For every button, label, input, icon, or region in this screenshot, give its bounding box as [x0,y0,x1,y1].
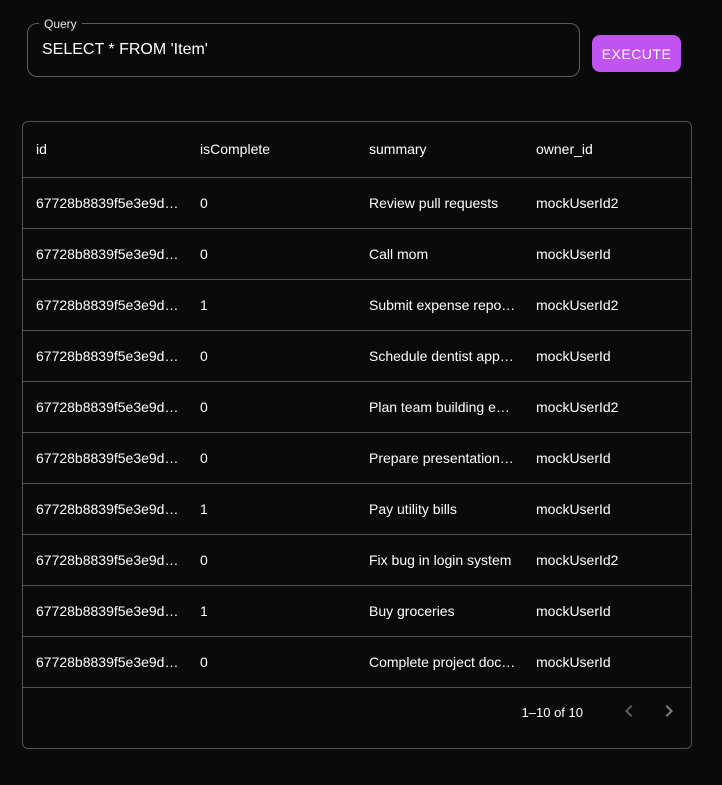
cell-id: 67728b8839f5e3e9d… [23,177,187,228]
column-header-summary: summary [356,122,523,177]
table-row [23,636,691,687]
cell-iscomplete: 0 [187,228,356,279]
table-row [23,330,691,381]
cell-iscomplete: 0 [187,534,356,585]
cell-iscomplete: 0 [187,177,356,228]
query-field [27,17,580,77]
table-row [23,483,691,534]
cell-id: 67728b8839f5e3e9d… [23,636,187,687]
table-row [23,279,691,330]
cell-id: 67728b8839f5e3e9d… [23,381,187,432]
results-table-card [22,121,692,749]
cell-owner-id: mockUserId [523,432,691,483]
execute-button[interactable]: EXECUTE [592,35,681,72]
pagination-range: 1–10 of 10 [521,705,583,720]
table-row [23,432,691,483]
cell-summary: Buy groceries [356,585,523,636]
cell-summary: Schedule dentist app… [356,330,523,381]
cell-summary: Prepare presentation… [356,432,523,483]
cell-owner-id: mockUserId2 [523,279,691,330]
cell-summary: Review pull requests [356,177,523,228]
results-table [23,122,691,688]
chevron-right-icon [657,699,681,726]
cell-owner-id: mockUserId2 [523,381,691,432]
header-row [23,122,691,177]
cell-summary: Fix bug in login system [356,534,523,585]
next-page-button[interactable] [649,693,689,733]
cell-summary: Call mom [356,228,523,279]
cell-owner-id: mockUserId [523,636,691,687]
cell-id: 67728b8839f5e3e9d… [23,330,187,381]
cell-iscomplete: 1 [187,279,356,330]
table-row [23,177,691,228]
chevron-left-icon [617,699,641,726]
cell-iscomplete: 1 [187,483,356,534]
table-header [23,122,691,177]
column-header-iscomplete: isComplete [187,122,356,177]
query-input[interactable] [28,24,579,76]
cell-owner-id: mockUserId [523,585,691,636]
cell-id: 67728b8839f5e3e9d… [23,483,187,534]
prev-page-button[interactable] [609,693,649,733]
cell-summary: Plan team building e… [356,381,523,432]
column-header-owner-id: owner_id [523,122,691,177]
cell-id: 67728b8839f5e3e9d… [23,228,187,279]
cell-summary: Complete project doc… [356,636,523,687]
cell-iscomplete: 0 [187,381,356,432]
cell-summary: Pay utility bills [356,483,523,534]
cell-iscomplete: 0 [187,636,356,687]
table-row [23,534,691,585]
table-row [23,381,691,432]
pagination-bar [23,688,691,738]
table-row [23,228,691,279]
cell-id: 67728b8839f5e3e9d… [23,279,187,330]
cell-summary: Submit expense repo… [356,279,523,330]
column-header-id: id [23,122,187,177]
cell-iscomplete: 0 [187,432,356,483]
cell-owner-id: mockUserId [523,483,691,534]
query-label: Query [39,16,82,32]
table-row [23,585,691,636]
cell-owner-id: mockUserId2 [523,534,691,585]
cell-iscomplete: 0 [187,330,356,381]
table-body [23,177,691,687]
cell-owner-id: mockUserId [523,228,691,279]
cell-id: 67728b8839f5e3e9d… [23,432,187,483]
cell-id: 67728b8839f5e3e9d… [23,534,187,585]
cell-owner-id: mockUserId [523,330,691,381]
cell-owner-id: mockUserId2 [523,177,691,228]
cell-id: 67728b8839f5e3e9d… [23,585,187,636]
cell-iscomplete: 1 [187,585,356,636]
